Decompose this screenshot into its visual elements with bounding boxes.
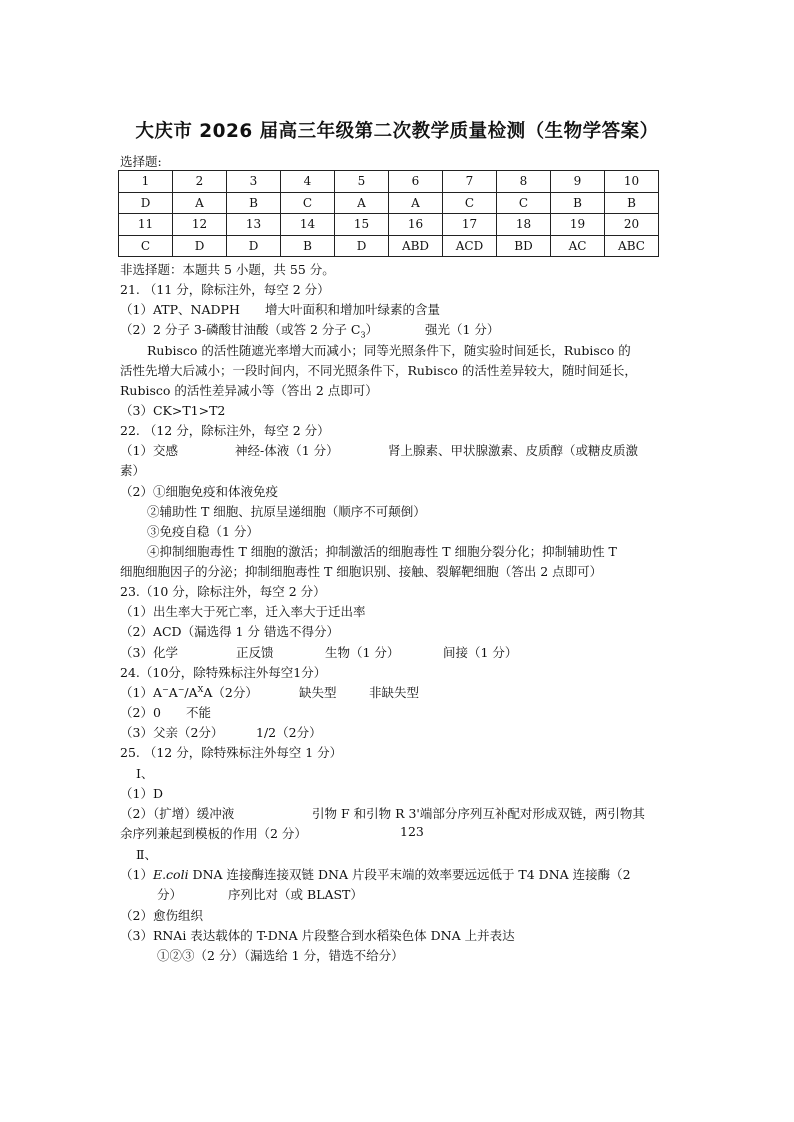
q24-answer-2b: 不能	[186, 705, 212, 720]
q25-p1-answer-1: （1）D	[120, 786, 163, 801]
q25-heading: 25. （12 分，除特殊标注外每空 1 分）	[120, 745, 343, 760]
q25-part-2: Ⅱ、	[136, 847, 157, 862]
table-cell: AC	[551, 235, 605, 257]
q24-a1-pre: （1）A	[120, 685, 162, 700]
table-cell: 14	[281, 214, 335, 236]
q21-answer-1a: （1）ATP、NADPH	[120, 302, 240, 317]
q22-answer-1b: 神经-体液（1 分）	[235, 443, 339, 458]
table-cell: 20	[605, 214, 659, 236]
q21-answer-2b: 强光（1 分）	[425, 322, 500, 337]
table-cell: 13	[227, 214, 281, 236]
subscript: 3	[360, 330, 366, 340]
table-cell: 16	[389, 214, 443, 236]
q23-answer-1: （1）出生率大于死亡率，迁入率大于迁出率	[120, 604, 366, 619]
q24-answer-1b: 缺失型	[299, 685, 337, 700]
q21-answer-2c-line3: Rubisco 的活性差异减小等（答出 2 点即可）	[120, 383, 378, 398]
table-cell: D	[227, 235, 281, 257]
table-cell: 19	[551, 214, 605, 236]
table-cell: C	[497, 192, 551, 214]
q23-answer-3c: 生物（1 分）	[325, 645, 400, 660]
q23-heading: 23.（10 分，除标注外，每空 2 分）	[120, 584, 326, 599]
table-cell: 8	[497, 171, 551, 193]
q25-p1-answer-2b: 引物 F 和引物 R 3'端部分序列互补配对形成双链，两引物其	[312, 806, 645, 821]
q21-answer-2a	[120, 320, 378, 340]
q22-answer-2-1: （2）①细胞免疫和体液免疫	[120, 484, 278, 499]
table-cell: A	[389, 192, 443, 214]
q25-p2-a1-italic: E.coli	[152, 867, 189, 882]
table-cell: B	[605, 192, 659, 214]
q23-answer-3b: 正反馈	[236, 645, 274, 660]
table-row	[119, 192, 659, 214]
q22-answer-2-3: ③免疫自稳（1 分）	[147, 524, 259, 539]
table-cell: D	[173, 235, 227, 257]
table-row	[119, 171, 659, 193]
table-cell: 11	[119, 214, 173, 236]
q22-answer-2-4: ④抑制细胞毒性 T 细胞的激活；抑制激活的细胞毒性 T 细胞分裂分化；抑制辅助性 T	[147, 544, 617, 559]
table-cell: 9	[551, 171, 605, 193]
q21-answer-2a-text: （2）2 分子 3-磷酸甘油酸（或答 2 分子 C	[120, 322, 361, 337]
q25-p2-answer-1c: 序列比对（或 BLAST）	[228, 887, 363, 902]
q21-heading: 21. （11 分，除标注外，每空 2 分）	[120, 282, 330, 297]
table-cell: 15	[335, 214, 389, 236]
table-cell: BD	[497, 235, 551, 257]
q21-answer-2a-end: ）	[365, 322, 379, 337]
q25-p2-answer-3b: ①②③（2 分）（漏选给 1 分，错选不给分）	[157, 948, 404, 963]
table-cell: D	[335, 235, 389, 257]
q24-answer-3a: （3）父亲（2分）	[120, 725, 224, 740]
q22-answer-1d: 素）	[120, 463, 146, 478]
table-cell: A	[335, 192, 389, 214]
q24-answer-1c: 非缺失型	[369, 685, 420, 700]
table-cell: C	[443, 192, 497, 214]
q21-answer-3: （3）CK>T1>T2	[120, 403, 226, 418]
table-cell: ABD	[389, 235, 443, 257]
table-cell: B	[227, 192, 281, 214]
non-mc-label: 非选择题：本题共 5 小题，共 55 分。	[120, 262, 335, 277]
q24-answer-3b: 1/2（2分）	[256, 725, 322, 740]
table-cell: 3	[227, 171, 281, 193]
q24-heading: 24.（10分，除特殊标注外每空1分）	[120, 665, 327, 680]
q25-p2-answer-2: （2）愈伤组织	[120, 908, 203, 923]
q25-part-1: Ⅰ、	[136, 766, 154, 781]
table-cell: B	[281, 235, 335, 257]
q22-answer-2-5: 细胞细胞因子的分泌；抑制细胞毒性 T 细胞识别、接触、裂解靶细胞（答出 2 点即可）	[120, 564, 603, 579]
q23-answer-3d: 间接（1 分）	[443, 645, 518, 660]
q23-answer-2: （2）ACD（漏选得 1 分 错选不得分）	[120, 624, 339, 639]
q24-a1-mid3: A（2分）	[203, 685, 258, 700]
table-cell: C	[119, 235, 173, 257]
table-cell: 12	[173, 214, 227, 236]
q24-a1-mid2: /A	[184, 685, 198, 700]
superscript: −	[177, 684, 185, 694]
q25-p1-answer-2d: 123	[400, 824, 424, 839]
table-cell: ABC	[605, 235, 659, 257]
q22-answer-2-2: ②辅助性 T 细胞、抗原呈递细胞（顺序不可颠倒）	[147, 504, 426, 519]
q25-p1-answer-2a: （2）（扩增）缓冲液	[120, 806, 235, 821]
superscript: X	[197, 684, 204, 694]
table-cell: 4	[281, 171, 335, 193]
q24-answer-1a	[120, 683, 258, 701]
q24-a1-mid1: A	[168, 685, 178, 700]
answer-table	[118, 170, 659, 257]
table-row	[119, 235, 659, 257]
q22-answer-1a: （1）交感	[120, 443, 178, 458]
table-cell: 1	[119, 171, 173, 193]
superscript: −	[161, 684, 169, 694]
table-cell: 7	[443, 171, 497, 193]
q21-answer-1b: 增大叶面积和增加叶绿素的含量	[265, 302, 441, 317]
table-cell: A	[173, 192, 227, 214]
table-cell: 10	[605, 171, 659, 193]
q25-p2-a1-rest: DNA 连接酶连接双链 DNA 片段平末端的效率要远远低于 T4 DNA 连接酶（2	[188, 867, 631, 882]
table-cell: B	[551, 192, 605, 214]
q21-answer-2c-line1: Rubisco 的活性随遮光率增大而减小；同等光照条件下，随实验时间延长，Rubisco 的	[147, 343, 631, 358]
q23-answer-3a: （3）化学	[120, 645, 178, 660]
table-cell: 18	[497, 214, 551, 236]
q21-answer-2c-line2: 活性先增大后减小；一段时间内，不同光照条件下，Rubisco 的活性差异较大，随时间延长，	[120, 363, 637, 378]
table-cell: D	[119, 192, 173, 214]
q22-heading: 22. （12 分，除标注外，每空 2 分）	[120, 423, 330, 438]
table-cell: 17	[443, 214, 497, 236]
q24-answer-2a: （2）0	[120, 705, 161, 720]
mc-label: 选择题:	[120, 154, 162, 169]
table-row	[119, 214, 659, 236]
page-title: 大庆市 2026 届高三年级第二次教学质量检测（生物学答案）	[135, 121, 659, 142]
table-cell: 6	[389, 171, 443, 193]
table-cell: 2	[173, 171, 227, 193]
table-cell: 5	[335, 171, 389, 193]
q25-p2-answer-3: （3）RNAi 表达载体的 T-DNA 片段整合到水稻染色体 DNA 上并表达	[120, 928, 515, 943]
table-cell: C	[281, 192, 335, 214]
q25-p1-answer-2c: 余序列兼起到模板的作用（2 分）	[120, 826, 307, 841]
q22-answer-1c: 肾上腺素、甲状腺激素、皮质醇（或糖皮质激	[388, 443, 639, 458]
q25-p2-answer-1a	[120, 865, 631, 883]
table-cell: ACD	[443, 235, 497, 257]
q25-p2-answer-1b: 分）	[157, 887, 183, 902]
q25-p2-a1-pre: （1）	[120, 867, 153, 882]
